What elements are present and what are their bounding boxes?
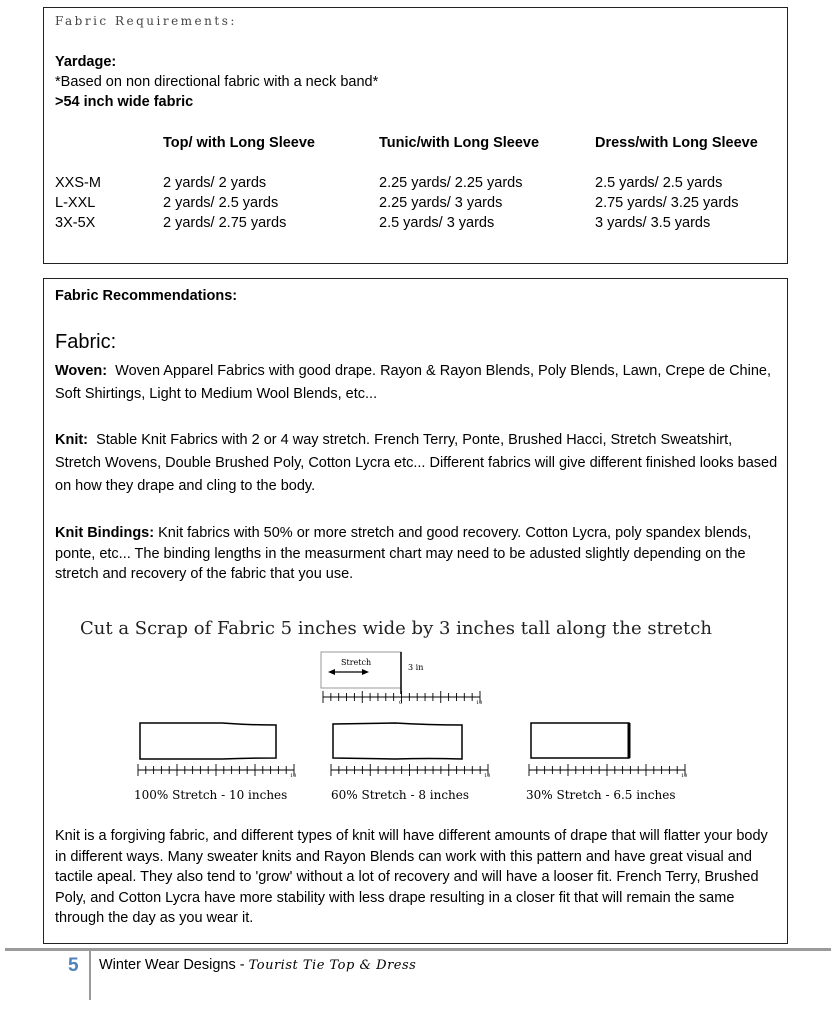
yardage-cell: 2.75 yards/ 3.25 yards xyxy=(595,195,739,211)
ruler-ten-label: 10 xyxy=(290,773,297,779)
stretch-test-diagram xyxy=(44,647,789,827)
requirements-title: Fabric Requirements: xyxy=(55,14,237,28)
stretch-sample-30 xyxy=(526,723,687,802)
yardage-cell: 2 yards/ 2 yards xyxy=(163,175,267,191)
yardage-cell: 3 yards/ 3.5 yards xyxy=(595,215,711,231)
fabric-heading-colon: : xyxy=(110,331,117,353)
knit-text: Stable Knit Fabrics with 2 or 4 way stretch. French Terry, Ponte, Brushed Hacci, Stretch Sweatshirt, Stretch Wovens, Double Brushed Poly, Cotton Lycra etc... Different fabrics will give different finished looks based on how they drape and cling to the body. xyxy=(55,432,778,494)
stretch-sample-100 xyxy=(134,723,296,802)
stretch-demo-scrap xyxy=(321,652,482,706)
yardage-cell: 2 yards/ 2.5 yards xyxy=(163,195,279,211)
size-cell: XXS-M xyxy=(55,175,101,191)
yardage-note: *Based on non directional fabric with a neck band* xyxy=(55,74,379,90)
column-header-top: Top/ with Long Sleeve xyxy=(163,135,315,151)
column-header-dress: Dress/with Long Sleeve xyxy=(595,135,758,151)
fabric-heading xyxy=(55,331,116,354)
ruler xyxy=(138,764,294,776)
stretch-sample-60 xyxy=(331,723,490,802)
column-header-tunic: Tunic/with Long Sleeve xyxy=(379,135,540,151)
ruler-zero-label: 0 xyxy=(399,700,403,706)
knit-paragraph xyxy=(55,429,780,498)
size-cell: L-XXL xyxy=(55,195,96,211)
ruler-ten-label: 10 xyxy=(681,773,688,779)
closing-paragraph: Knit is a forgiving fabric, and different types of knit will have different amounts of drape that will flatter your body in different ways. Many sweater knits and Rayon Blends can work with this pattern and have great visual and tactile apeal. They also tend to 'grow' without a lot of recovery and will have a looser fit. French Terry, Brushed Poly, and Cotton Lycra have more stability with less drape resulting in a closer fit that will remain the same through the day as you wear it. xyxy=(55,828,768,926)
ruler-ten-label: 10 xyxy=(476,700,483,706)
fabric-recommendations-section xyxy=(43,278,788,944)
width-note: >54 inch wide fabric xyxy=(55,94,194,110)
footer-divider xyxy=(5,948,831,951)
bindings-label: Knit Bindings: xyxy=(55,525,155,541)
ruler xyxy=(529,764,685,776)
yardage-cell: 2.5 yards/ 3 yards xyxy=(379,215,495,231)
size-cell: 3X-5X xyxy=(55,215,96,231)
arrow-left-icon xyxy=(328,669,335,675)
fabric-heading-text: Fabric xyxy=(55,331,111,353)
ruler-ten-label: 10 xyxy=(484,773,491,779)
arrow-right-icon xyxy=(362,669,369,675)
page-number: 5 xyxy=(68,955,79,976)
yardage-cell: 2.5 yards/ 2.5 yards xyxy=(595,175,723,191)
height-label: 3 in xyxy=(408,663,424,672)
brand-name: Winter Wear Designs - xyxy=(99,957,249,973)
fabric-requirements-section xyxy=(43,7,788,264)
stretch-result-label: 60% Stretch - 8 inches xyxy=(331,788,470,802)
ruler xyxy=(331,764,488,776)
yardage-cell: 2.25 yards/ 3 yards xyxy=(379,195,503,211)
bindings-text: Knit fabrics with 50% or more stretch and good recovery. Cotton Lycra, poly spandex blends, ponte, etc... The binding lengths in the measurment chart may need to be adusted slightly depending on the stretch and recovery of the fabric that you use. xyxy=(55,525,752,582)
woven-label: Woven: xyxy=(55,363,108,379)
stretch-arrow-label: Stretch xyxy=(341,658,372,667)
stretch-result-label: 30% Stretch - 6.5 inches xyxy=(526,788,676,802)
woven-paragraph xyxy=(55,360,780,406)
stretch-test-title: Cut a Scrap of Fabric 5 inches wide by 3 inches tall along the stretch xyxy=(80,618,712,639)
pattern-name: Tourist Tie Top & Dress xyxy=(248,958,417,973)
footer-brand xyxy=(99,957,416,973)
bindings-paragraph xyxy=(55,523,780,585)
knit-label: Knit: xyxy=(55,432,89,448)
yardage-label: Yardage: xyxy=(55,54,117,70)
yardage-cell: 2 yards/ 2.75 yards xyxy=(163,215,287,231)
stretch-result-label: 100% Stretch - 10 inches xyxy=(134,788,288,802)
footer-vertical-divider xyxy=(89,950,91,1000)
yardage-cell: 2.25 yards/ 2.25 yards xyxy=(379,175,523,191)
woven-text: Woven Apparel Fabrics with good drape. Rayon & Rayon Blends, Poly Blends, Lawn, Crepe de Chine, Soft Shirtings, Light to Medium Wool Blends, etc... xyxy=(55,363,771,402)
recommendations-title: Fabric Recommendations: xyxy=(55,288,238,304)
